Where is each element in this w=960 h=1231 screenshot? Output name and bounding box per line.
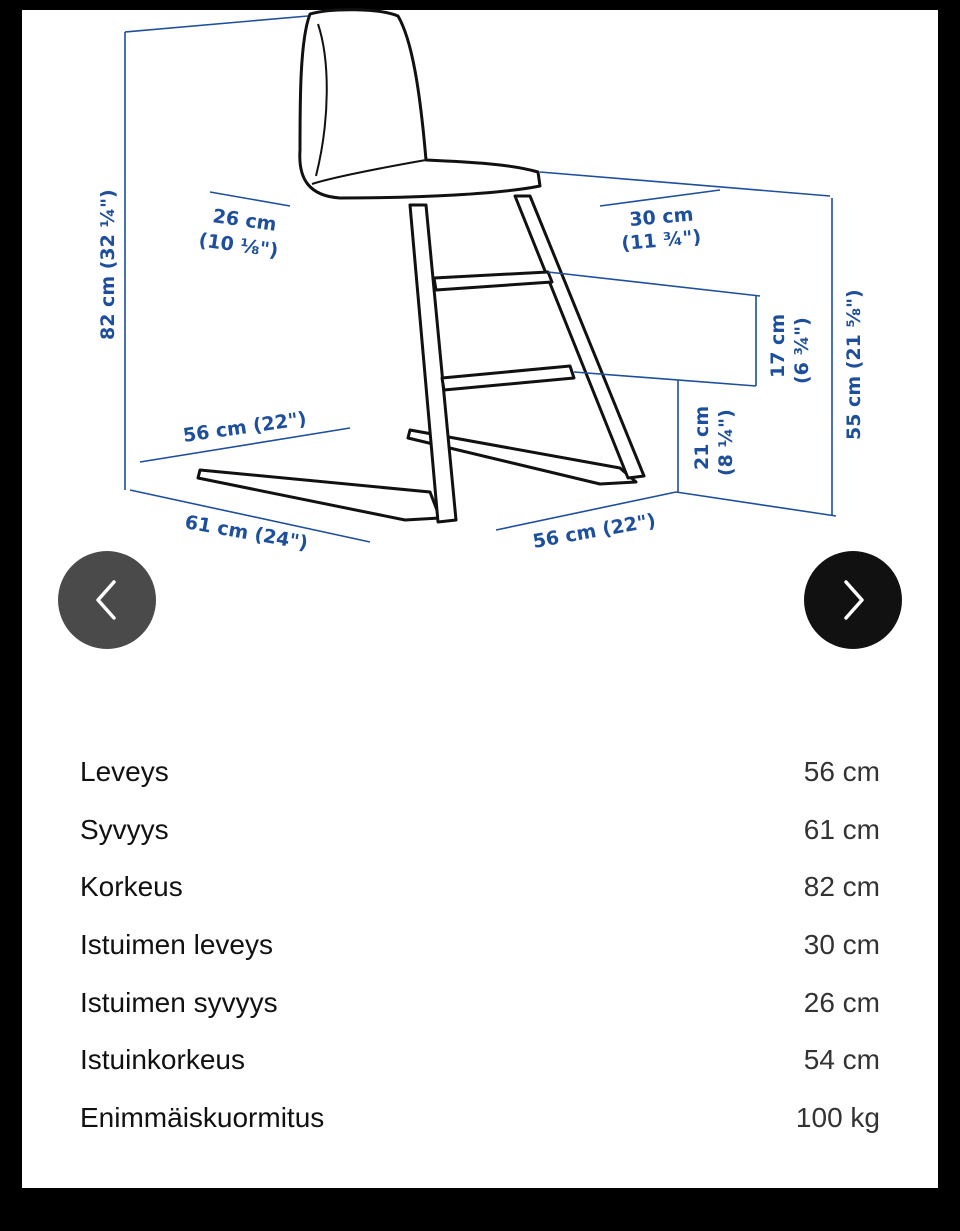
spec-label: Istuinkorkeus bbox=[80, 1044, 245, 1076]
lower-step-cm-label: 21 cm bbox=[691, 405, 713, 470]
spec-row bbox=[80, 858, 880, 916]
chevron-right-icon bbox=[836, 578, 870, 622]
step-gap-cm-label: 17 cm bbox=[767, 313, 789, 378]
spec-row bbox=[80, 1089, 880, 1147]
spec-row bbox=[80, 916, 880, 974]
next-image-button[interactable] bbox=[804, 551, 902, 649]
spec-label: Enimmäiskuormitus bbox=[80, 1101, 325, 1133]
spec-value: 54 cm bbox=[803, 1044, 880, 1076]
total-height-label: 82 cm (32 ¼") bbox=[97, 189, 119, 340]
previous-image-button[interactable] bbox=[58, 551, 156, 649]
spec-row bbox=[80, 974, 880, 1032]
step-gap-in-label: (6 ¾") bbox=[791, 317, 813, 384]
lower-step-in-label: (8 ¼") bbox=[715, 409, 737, 476]
depth-bottom-label: 61 cm (24") bbox=[183, 511, 310, 555]
spec-value: 26 cm bbox=[803, 986, 880, 1018]
seat-width-cm-label: 30 cm bbox=[628, 203, 695, 231]
spec-row bbox=[80, 743, 880, 801]
seat-depth-cm-label: 26 cm bbox=[211, 205, 278, 236]
dimension-spec-list bbox=[80, 743, 880, 1147]
seat-width-in-label: (11 ¾") bbox=[620, 226, 703, 255]
spec-label: Istuimen leveys bbox=[80, 928, 273, 960]
base-width-bottom-label: 56 cm (22") bbox=[531, 509, 658, 553]
spec-label: Leveys bbox=[80, 755, 169, 787]
spec-value: 82 cm bbox=[803, 871, 880, 903]
seat-depth-in-label: (10 ⅛") bbox=[197, 229, 280, 263]
spec-label: Syvyys bbox=[80, 813, 169, 845]
spec-label: Korkeus bbox=[80, 871, 183, 903]
chair-illustration bbox=[198, 10, 644, 522]
spec-label: Istuimen syvyys bbox=[80, 986, 278, 1018]
spec-value: 56 cm bbox=[803, 755, 880, 787]
spec-value: 30 cm bbox=[803, 928, 880, 960]
spec-row bbox=[80, 801, 880, 859]
spec-value: 100 kg bbox=[795, 1101, 880, 1133]
chair-dimension-diagram bbox=[0, 0, 960, 600]
spec-value: 61 cm bbox=[803, 813, 880, 845]
product-dimensions-panel bbox=[22, 10, 938, 1188]
spec-row bbox=[80, 1031, 880, 1089]
chevron-left-icon bbox=[90, 578, 124, 622]
seat-height-label: 55 cm (21 ⅝") bbox=[843, 289, 865, 440]
base-width-left-label: 56 cm (22") bbox=[181, 407, 308, 447]
